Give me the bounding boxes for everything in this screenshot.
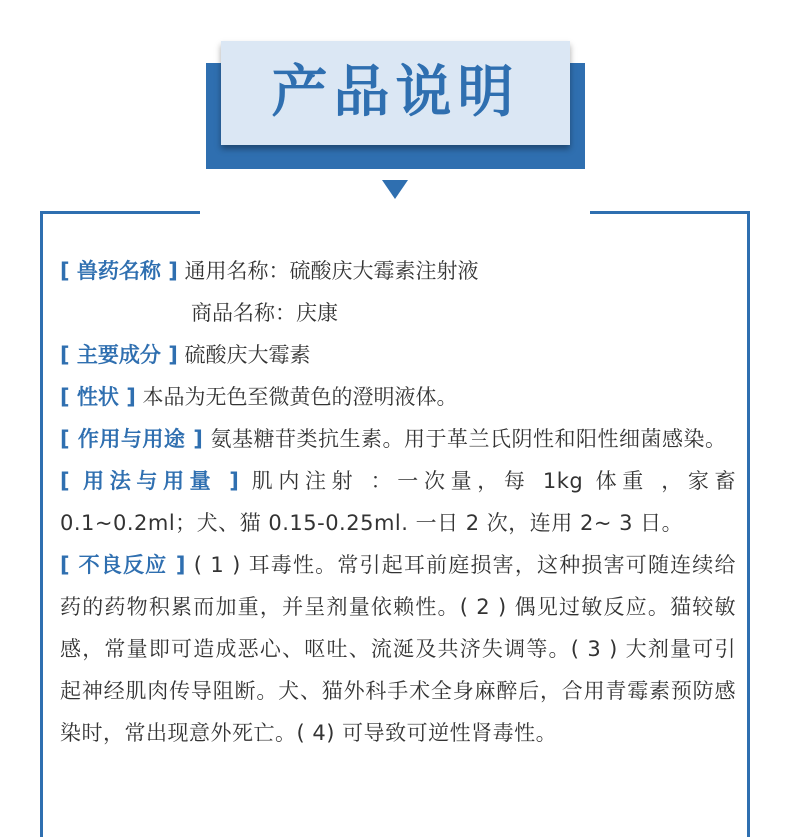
frame-top-left-border [40,211,200,214]
section-text-generic-name: 通用名称：硫酸庆大霉素注射液 [177,259,479,283]
section-text-dosage: 肌内注射 ：一次量，每 1kg 体重 ，家畜0.1~0.2ml；犬、猫 0.15-0.25ml. 一日 2 次，连用 2~ 3 日。 [60,469,736,535]
frame-right-border [747,211,750,837]
title-card [221,41,570,145]
section-text-action: 氨基糖苷类抗生素。用于革兰氏阴性和阳性细菌感染。 [203,427,727,451]
page-title: 产品说明 [271,60,520,125]
section-appearance [60,376,736,418]
section-label-adverse: [ 不良反应 ] [60,553,186,577]
section-label-dosage: [ 用法与用量 ] [60,469,240,493]
section-label-appearance: [ 性状 ] [60,385,136,409]
product-description-body [60,250,736,754]
section-dosage [60,460,736,544]
section-label-action: [ 作用与用途 ] [60,427,204,451]
section-trade-name [60,292,736,334]
section-vet-name [60,250,736,292]
section-adverse [60,544,736,754]
frame-top-right-border [590,211,750,214]
section-label-vet-name: [ 兽药名称 ] [60,259,178,283]
frame-left-border [40,211,43,837]
section-text-appearance: 本品为无色至微黄色的澄明液体。 [135,385,458,409]
section-text-ingredient: 硫酸庆大霉素 [177,343,311,367]
down-triangle-icon [382,180,408,199]
section-text-trade-name: 商品名称：庆康 [191,301,338,325]
section-label-ingredient: [ 主要成分 ] [60,343,178,367]
section-action [60,418,736,460]
section-text-adverse: ( 1 ) 耳毒性。常引起耳前庭损害，这种损害可随连续给药的药物积累而加重，并呈剂量依赖性。( 2 ) 偶见过敏反应。猫较敏感，常量即可造成恶心、呕吐、流涎及共济失调等。( 3 ) 大剂量可引起神经肌肉传导阻断。犬、猫外科手术全身麻醉后，合用青霉素预防感染时，常出现意外死亡。( 4) 可导致可逆性肾毒性。 [60,553,736,745]
section-ingredient [60,334,736,376]
